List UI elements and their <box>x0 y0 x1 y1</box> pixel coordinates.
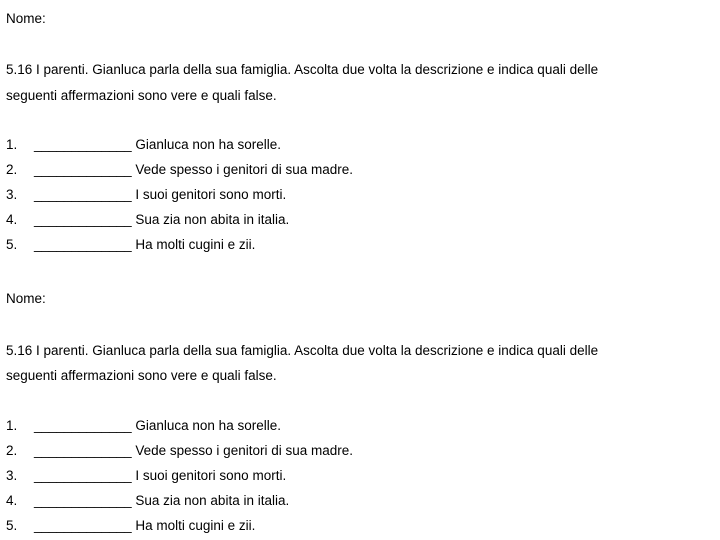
list-item <box>6 237 255 253</box>
item-number: 3. <box>6 468 18 483</box>
list-item <box>6 493 289 509</box>
instruction-line-1: 5.16 I parenti. Gianluca parla della sua famiglia. Ascolta due volta la descrizione e indica quali delle <box>6 62 599 77</box>
item-number: 5. <box>6 518 18 533</box>
answer-blank: _____________ <box>34 418 132 433</box>
name-label: Nome: <box>6 11 46 26</box>
answer-blank: _____________ <box>34 237 132 252</box>
item-statement: Vede spesso i genitori di sua madre. <box>135 443 354 458</box>
list-item <box>6 137 281 153</box>
answer-blank: _____________ <box>34 212 132 227</box>
answer-blank: _____________ <box>34 162 132 177</box>
item-statement: Gianluca non ha sorelle. <box>135 137 281 152</box>
item-number: 3. <box>6 187 18 202</box>
answer-blank: _____________ <box>34 518 132 533</box>
item-statement: Ha molti cugini e zii. <box>135 237 256 252</box>
item-statement: Sua zia non abita in italia. <box>135 212 290 227</box>
item-statement: Gianluca non ha sorelle. <box>135 418 281 433</box>
list-item <box>6 187 286 203</box>
list-item <box>6 468 286 484</box>
item-statement: I suoi genitori sono morti. <box>135 468 287 483</box>
list-item <box>6 162 353 178</box>
item-number: 5. <box>6 237 18 252</box>
item-number: 4. <box>6 212 18 227</box>
list-item <box>6 212 289 228</box>
item-statement: Ha molti cugini e zii. <box>135 518 256 533</box>
item-number: 2. <box>6 162 18 177</box>
answer-blank: _____________ <box>34 468 132 483</box>
answer-blank: _____________ <box>34 493 132 508</box>
answer-blank: _____________ <box>34 137 132 152</box>
list-item <box>6 518 255 534</box>
instruction-line-2: seguenti affermazioni sono vere e quali false. <box>6 88 277 103</box>
item-statement: Sua zia non abita in italia. <box>135 493 290 508</box>
item-statement: Vede spesso i genitori di sua madre. <box>135 162 354 177</box>
item-number: 1. <box>6 418 18 433</box>
answer-blank: _____________ <box>34 443 132 458</box>
answer-blank: _____________ <box>34 187 132 202</box>
instruction-line-1: 5.16 I parenti. Gianluca parla della sua famiglia. Ascolta due volta la descrizione e indica quali delle <box>6 343 599 358</box>
item-number: 4. <box>6 493 18 508</box>
item-statement: I suoi genitori sono morti. <box>135 187 287 202</box>
list-item <box>6 443 353 459</box>
item-number: 1. <box>6 137 18 152</box>
name-label: Nome: <box>6 291 46 306</box>
instruction-line-2: seguenti affermazioni sono vere e quali false. <box>6 368 277 383</box>
item-number: 2. <box>6 443 18 458</box>
list-item <box>6 418 281 434</box>
